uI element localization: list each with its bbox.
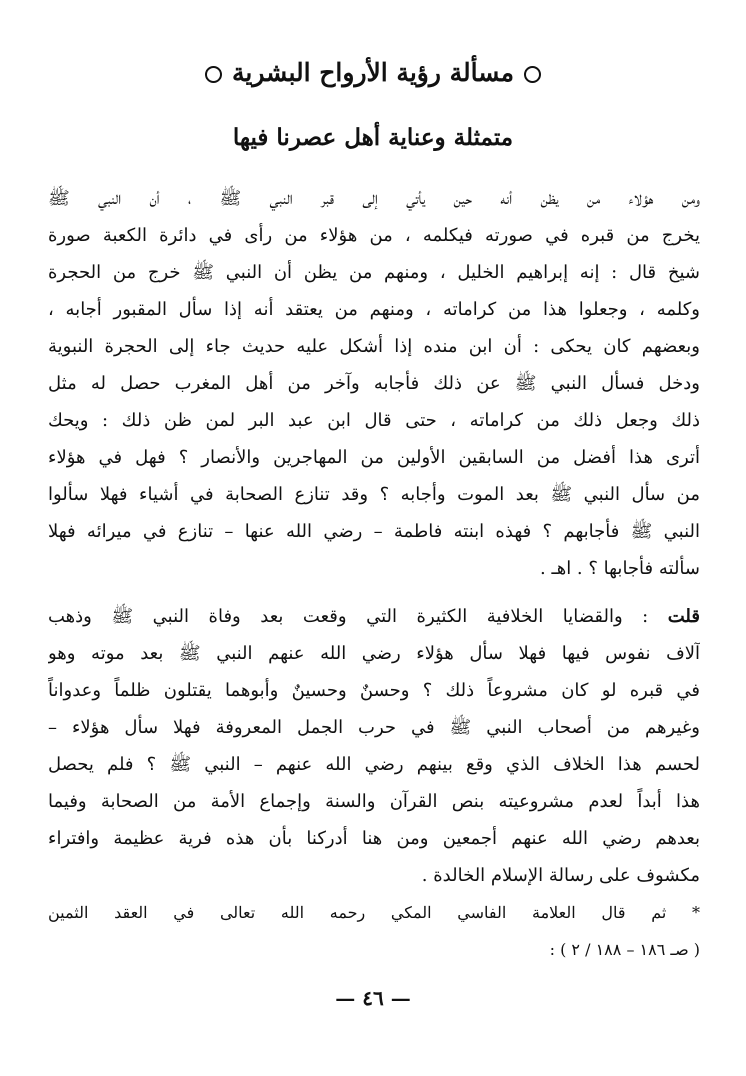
text-line: وبعضهم كان يحكى : أن ابن منده إذا أشكل عليه حديث جاء إلى الحجرة النبوية (48, 336, 700, 357)
text-line (48, 598, 700, 635)
text-line: ومن هؤلاء من يظن أنه حين يأتي إلى قبر النبي ﷺ ، أن النبي ﷺ (48, 188, 700, 209)
lead-line-rest: : والقضايا الخلافية الكثيرة التي وقعت بعد وفاة النبي ﷺ وذهب (48, 606, 668, 627)
circle-ornament-icon (524, 66, 541, 83)
text-line: مكشوف على رسالة الإسلام الخالدة . (421, 865, 700, 886)
text-line: أترى هذا أفضل من السابقين الأولين من المهاجرين والأنصار ؟ فهل في هؤلاء (48, 447, 700, 468)
text-line: هذا أبداً لعدم مشروعيته بنص القرآن والسنة وإجماع الأمة من الصحابة وفيما (48, 791, 700, 812)
text-line: آلاف نفوس فيها فهلا سأل هؤلاء رضي الله عنهم النبي ﷺ بعد موته وهو (48, 643, 700, 664)
text-line: لحسم هذا الخلاف الذي وقع بينهم رضي الله عنهم – النبي ﷺ ؟ فلم يحصل (48, 754, 700, 775)
paragraph-author-comment (48, 598, 700, 894)
text-line: ودخل فسأل النبي ﷺ عن ذلك فأجابه وآخر من أهل المغرب حصل له مثل (48, 373, 700, 394)
text-line: ( صـ ١٨٦ – ١٨٨ / ٢ ) : (549, 940, 700, 959)
text-line: ذلك وجعل ذلك من كراماته ، حتى قال ابن عبد البر لمن ظن ذلك : ويحك (48, 410, 700, 431)
text-line: يخرج من قبره في صورته فيكلمه ، من هؤلاء من رأى في دائرة الكعبة صورة (48, 225, 700, 246)
text-line: من سأل النبي ﷺ بعد الموت وأجابه ؟ وقد تنازع الصحابة في أشياء فهلا سألوا (48, 484, 700, 505)
chapter-subtitle: متمثلة وعناية أهل عصرنا فيها (232, 124, 514, 151)
chapter-title-text: مسألة رؤية الأرواح البشرية (232, 58, 514, 87)
text-line: وكلمه ، وجعلوا هذا من كراماته ، ومنهم من يعتقد أنه إذا سأل المقبور أجابه ، (48, 299, 700, 320)
text-line: بعدهم رضي الله عنهم أجمعين ومن هنا أدركنا بأن هذه فرية عظيمة وافتراء (48, 828, 700, 849)
text-line: سألته فأجابها ؟ . اهـ . (540, 558, 700, 579)
text-line: * ثم قال العلامة الفاسي المكي رحمه الله تعالى في العقد الثمين (48, 903, 700, 922)
text-line: في قبره لو كان مشروعاً ذلك ؟ وحسنٌ وحسينٌ وأبوهما يقتلون ظلماً وعدواناً (48, 680, 700, 701)
text-line: شيخ قال : إنه إبراهيم الخليل ، ومنهم من يظن أن النبي ﷺ خرج من الحجرة (48, 262, 700, 283)
circle-ornament-icon (205, 66, 222, 83)
text-line: وغيرهم من أصحاب النبي ﷺ في حرب الجمل المعروفة فهلا سأل هؤلاء – (48, 717, 700, 738)
chapter-title (60, 58, 686, 87)
paragraph-quote-intro (48, 894, 700, 968)
lead-word: قلت (667, 606, 700, 627)
page-number: — ٤٦ — (335, 986, 411, 1010)
text-line: النبي ﷺ فأجابهم ؟ فهذه ابنته فاطمة – رضي الله عنها – تنازع في ميرائه فهلا (48, 521, 700, 542)
paragraph-ibn-abd-al-barr (48, 180, 700, 587)
